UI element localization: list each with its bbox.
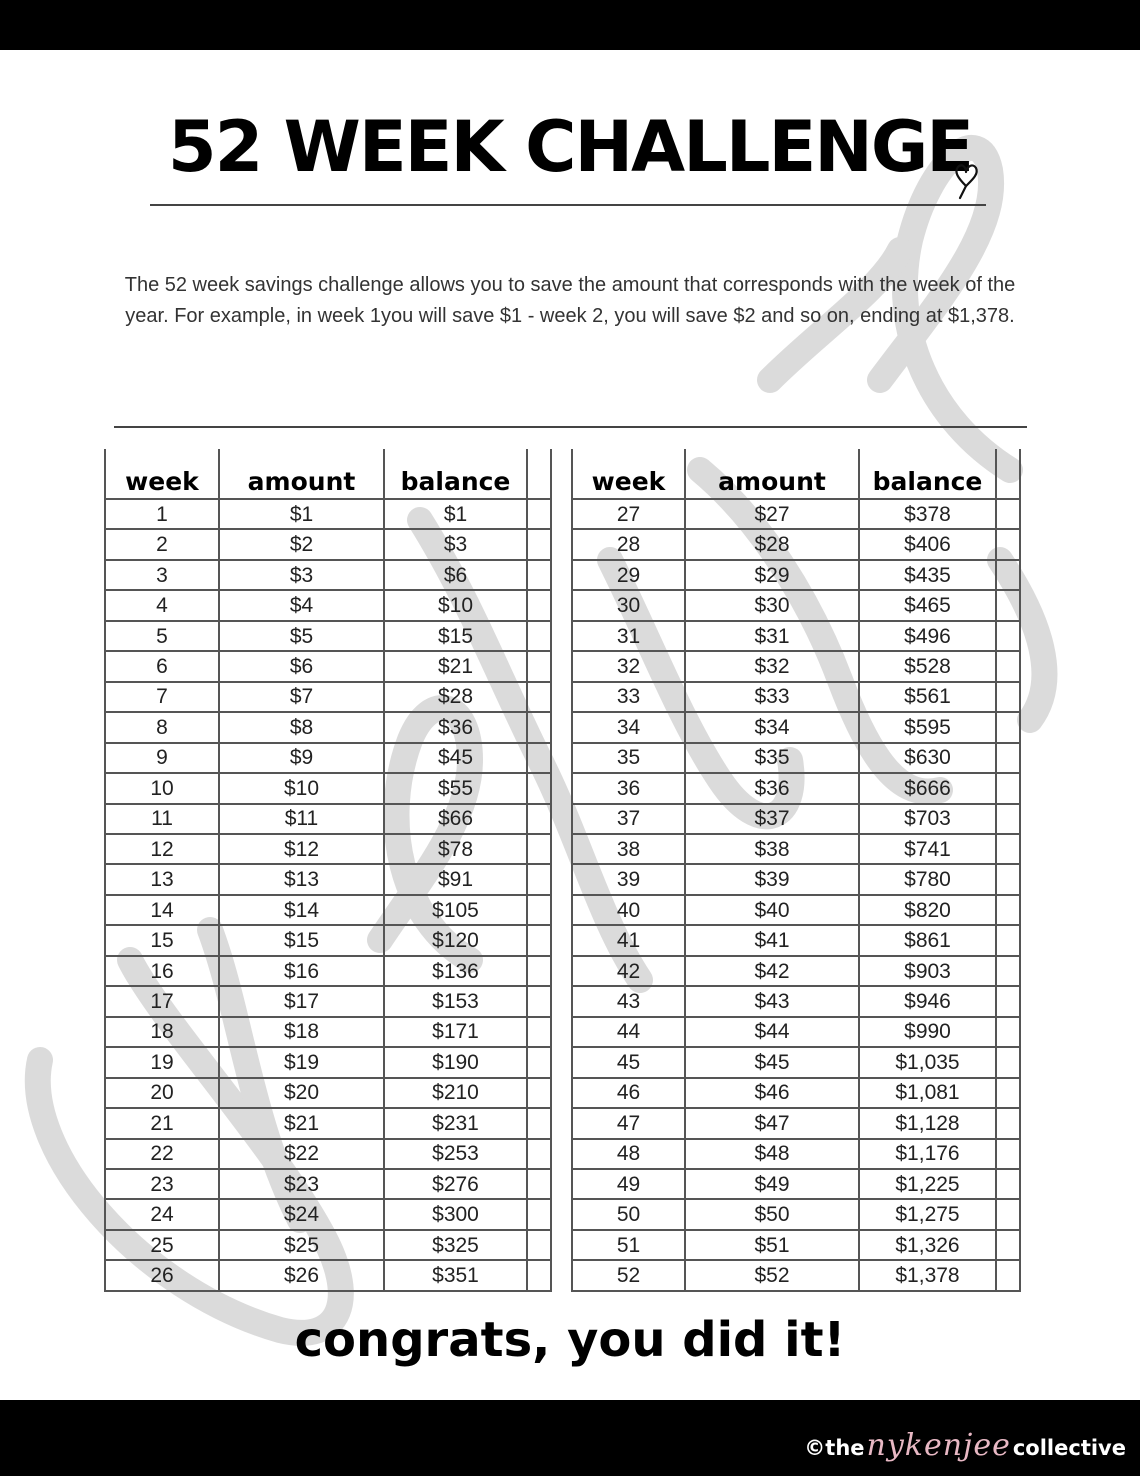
balance-cell: $1,326 (859, 1230, 996, 1260)
balance-cell: $325 (384, 1230, 527, 1260)
week-cell: 19 (105, 1047, 219, 1077)
balance-cell: $3 (384, 529, 527, 559)
week-cell: 46 (572, 1078, 685, 1108)
balance-cell: $105 (384, 895, 527, 925)
check-cell (527, 529, 551, 559)
amount-cell: $29 (685, 560, 859, 590)
table-header-row (105, 449, 551, 499)
balance-cell: $528 (859, 651, 996, 681)
check-cell (996, 590, 1020, 620)
table-row (105, 651, 551, 681)
check-cell (527, 956, 551, 986)
balance-cell: $15 (384, 621, 527, 651)
amount-cell: $9 (219, 743, 384, 773)
table-row (572, 834, 1020, 864)
table-row (105, 529, 551, 559)
brand-collective: collective (1012, 1436, 1126, 1460)
check-cell (996, 560, 1020, 590)
week-cell: 18 (105, 1017, 219, 1047)
week-cell: 14 (105, 895, 219, 925)
balance-cell: $253 (384, 1139, 527, 1169)
balance-cell: $465 (859, 590, 996, 620)
amount-cell: $6 (219, 651, 384, 681)
week-cell: 34 (572, 712, 685, 742)
amount-cell: $32 (685, 651, 859, 681)
check-cell (527, 743, 551, 773)
week-cell: 43 (572, 986, 685, 1016)
amount-cell: $25 (219, 1230, 384, 1260)
amount-cell: $45 (685, 1047, 859, 1077)
check-cell (527, 1199, 551, 1229)
balance-cell: $496 (859, 621, 996, 651)
table-row (572, 1047, 1020, 1077)
balance-cell: $45 (384, 743, 527, 773)
table-row (572, 651, 1020, 681)
table-row (105, 1108, 551, 1138)
week-cell: 21 (105, 1108, 219, 1138)
amount-cell: $31 (685, 621, 859, 651)
check-cell (527, 925, 551, 955)
table-row (105, 590, 551, 620)
table-row (105, 682, 551, 712)
amount-cell: $30 (685, 590, 859, 620)
check-cell (996, 925, 1020, 955)
amount-cell: $51 (685, 1230, 859, 1260)
check-cell (527, 1169, 551, 1199)
amount-cell: $50 (685, 1199, 859, 1229)
week-cell: 1 (105, 499, 219, 529)
amount-cell: $36 (685, 773, 859, 803)
balance-cell: $6 (384, 560, 527, 590)
balance-cell: $1,275 (859, 1199, 996, 1229)
amount-cell: $12 (219, 834, 384, 864)
balance-cell: $561 (859, 682, 996, 712)
check-cell (996, 1169, 1020, 1199)
table-row (572, 1230, 1020, 1260)
amount-cell: $1 (219, 499, 384, 529)
check-cell (996, 864, 1020, 894)
balance-cell: $190 (384, 1047, 527, 1077)
amount-cell: $34 (685, 712, 859, 742)
balance-cell: $1 (384, 499, 527, 529)
amount-cell: $11 (219, 804, 384, 834)
table-row (572, 895, 1020, 925)
column-header-check (527, 449, 551, 499)
week-cell: 44 (572, 1017, 685, 1047)
amount-cell: $19 (219, 1047, 384, 1077)
check-cell (527, 804, 551, 834)
section-divider (114, 426, 1027, 428)
week-cell: 32 (572, 651, 685, 681)
week-cell: 36 (572, 773, 685, 803)
check-cell (527, 895, 551, 925)
week-cell: 45 (572, 1047, 685, 1077)
balance-cell: $10 (384, 590, 527, 620)
balance-cell: $136 (384, 956, 527, 986)
week-cell: 40 (572, 895, 685, 925)
week-cell: 5 (105, 621, 219, 651)
check-cell (527, 864, 551, 894)
check-cell (527, 773, 551, 803)
amount-cell: $16 (219, 956, 384, 986)
week-cell: 22 (105, 1139, 219, 1169)
week-cell: 35 (572, 743, 685, 773)
check-cell (527, 1078, 551, 1108)
savings-table-weeks-1-26 (104, 449, 552, 1292)
check-cell (996, 1199, 1020, 1229)
balance-cell: $120 (384, 925, 527, 955)
amount-cell: $8 (219, 712, 384, 742)
check-cell (996, 1230, 1020, 1260)
table-row (105, 1017, 551, 1047)
amount-cell: $23 (219, 1169, 384, 1199)
balance-cell: $231 (384, 1108, 527, 1138)
table-row (105, 1199, 551, 1229)
check-cell (527, 499, 551, 529)
table-row (105, 895, 551, 925)
column-header-balance: balance (384, 449, 527, 499)
week-cell: 30 (572, 590, 685, 620)
amount-cell: $24 (219, 1199, 384, 1229)
balance-cell: $91 (384, 864, 527, 894)
check-cell (996, 529, 1020, 559)
table-header-row (572, 449, 1020, 499)
column-header-week: week (105, 449, 219, 499)
check-cell (996, 895, 1020, 925)
table-row (572, 1139, 1020, 1169)
brand-copyright: ©the (804, 1436, 865, 1460)
balance-cell: $78 (384, 834, 527, 864)
table-row (572, 925, 1020, 955)
table-row (105, 712, 551, 742)
week-cell: 49 (572, 1169, 685, 1199)
table-row (572, 804, 1020, 834)
table-row (105, 1260, 551, 1291)
week-cell: 48 (572, 1139, 685, 1169)
balance-cell: $28 (384, 682, 527, 712)
check-cell (996, 773, 1020, 803)
week-cell: 47 (572, 1108, 685, 1138)
check-cell (996, 1047, 1020, 1077)
check-cell (527, 560, 551, 590)
table-row (572, 560, 1020, 590)
week-cell: 51 (572, 1230, 685, 1260)
check-cell (527, 986, 551, 1016)
amount-cell: $10 (219, 773, 384, 803)
week-cell: 27 (572, 499, 685, 529)
balance-cell: $861 (859, 925, 996, 955)
balance-cell: $1,225 (859, 1169, 996, 1199)
congrats-message: congrats, you did it! (294, 1312, 846, 1368)
check-cell (527, 1047, 551, 1077)
amount-cell: $42 (685, 956, 859, 986)
balance-cell: $435 (859, 560, 996, 590)
amount-cell: $3 (219, 560, 384, 590)
balance-cell: $1,128 (859, 1108, 996, 1138)
table-body (105, 499, 551, 1291)
amount-cell: $18 (219, 1017, 384, 1047)
check-cell (996, 1260, 1020, 1291)
table-row (105, 621, 551, 651)
week-cell: 2 (105, 529, 219, 559)
amount-cell: $43 (685, 986, 859, 1016)
week-cell: 24 (105, 1199, 219, 1229)
check-cell (996, 834, 1020, 864)
balance-cell: $703 (859, 804, 996, 834)
week-cell: 25 (105, 1230, 219, 1260)
table-row (572, 986, 1020, 1016)
brand-script-name: nykenjee (866, 1428, 1011, 1463)
amount-cell: $33 (685, 682, 859, 712)
check-cell (996, 1078, 1020, 1108)
check-cell (996, 712, 1020, 742)
check-cell (996, 1139, 1020, 1169)
amount-cell: $21 (219, 1108, 384, 1138)
week-cell: 9 (105, 743, 219, 773)
check-cell (996, 651, 1020, 681)
heart-icon (950, 158, 984, 202)
amount-cell: $46 (685, 1078, 859, 1108)
week-cell: 29 (572, 560, 685, 590)
check-cell (996, 621, 1020, 651)
check-cell (527, 712, 551, 742)
amount-cell: $4 (219, 590, 384, 620)
balance-cell: $990 (859, 1017, 996, 1047)
check-cell (996, 1017, 1020, 1047)
check-cell (527, 834, 551, 864)
amount-cell: $40 (685, 895, 859, 925)
table-row (572, 1199, 1020, 1229)
check-cell (527, 1230, 551, 1260)
balance-cell: $171 (384, 1017, 527, 1047)
check-cell (527, 682, 551, 712)
table-row (105, 1047, 551, 1077)
week-cell: 52 (572, 1260, 685, 1291)
amount-cell: $39 (685, 864, 859, 894)
table-row (105, 864, 551, 894)
table-row (572, 1017, 1020, 1047)
table-row (572, 1108, 1020, 1138)
balance-cell: $820 (859, 895, 996, 925)
amount-cell: $22 (219, 1139, 384, 1169)
balance-cell: $378 (859, 499, 996, 529)
week-cell: 10 (105, 773, 219, 803)
title-underline (150, 204, 986, 206)
amount-cell: $17 (219, 986, 384, 1016)
week-cell: 39 (572, 864, 685, 894)
balance-cell: $276 (384, 1169, 527, 1199)
balance-cell: $406 (859, 529, 996, 559)
balance-cell: $1,378 (859, 1260, 996, 1291)
check-cell (527, 590, 551, 620)
check-cell (996, 986, 1020, 1016)
amount-cell: $48 (685, 1139, 859, 1169)
table-row (105, 956, 551, 986)
check-cell (527, 1017, 551, 1047)
week-cell: 50 (572, 1199, 685, 1229)
amount-cell: $38 (685, 834, 859, 864)
amount-cell: $52 (685, 1260, 859, 1291)
column-header-week: week (572, 449, 685, 499)
amount-cell: $7 (219, 682, 384, 712)
balance-cell: $666 (859, 773, 996, 803)
week-cell: 23 (105, 1169, 219, 1199)
week-cell: 38 (572, 834, 685, 864)
balance-cell: $1,081 (859, 1078, 996, 1108)
table-row (105, 1169, 551, 1199)
balance-cell: $300 (384, 1199, 527, 1229)
table-row (105, 743, 551, 773)
amount-cell: $49 (685, 1169, 859, 1199)
table-row (572, 773, 1020, 803)
week-cell: 17 (105, 986, 219, 1016)
balance-cell: $153 (384, 986, 527, 1016)
week-cell: 16 (105, 956, 219, 986)
table-row (572, 529, 1020, 559)
table-row (105, 925, 551, 955)
week-cell: 6 (105, 651, 219, 681)
amount-cell: $41 (685, 925, 859, 955)
table-row (572, 1078, 1020, 1108)
balance-cell: $946 (859, 986, 996, 1016)
week-cell: 41 (572, 925, 685, 955)
check-cell (996, 682, 1020, 712)
table-row (105, 804, 551, 834)
week-cell: 26 (105, 1260, 219, 1291)
table-body (572, 499, 1020, 1291)
week-cell: 20 (105, 1078, 219, 1108)
week-cell: 37 (572, 804, 685, 834)
table-row (105, 1139, 551, 1169)
column-header-amount: amount (219, 449, 384, 499)
check-cell (996, 743, 1020, 773)
table-row (105, 986, 551, 1016)
table-row (105, 1078, 551, 1108)
table-row (572, 621, 1020, 651)
page-title: 52 WEEK CHALLENGE (167, 106, 973, 188)
amount-cell: $2 (219, 529, 384, 559)
amount-cell: $15 (219, 925, 384, 955)
intro-paragraph: The 52 week savings challenge allows you to save the amount that corresponds with the week of the year. For example, in week 1you will save $1 - week 2, you will save $2 and so on, ending at $1,378. (124, 274, 1016, 327)
check-cell (996, 956, 1020, 986)
balance-cell: $210 (384, 1078, 527, 1108)
amount-cell: $14 (219, 895, 384, 925)
amount-cell: $5 (219, 621, 384, 651)
balance-cell: $595 (859, 712, 996, 742)
table-row (572, 864, 1020, 894)
column-header-amount: amount (685, 449, 859, 499)
table-row (572, 956, 1020, 986)
table-row (572, 499, 1020, 529)
check-cell (527, 651, 551, 681)
amount-cell: $37 (685, 804, 859, 834)
check-cell (996, 499, 1020, 529)
week-cell: 13 (105, 864, 219, 894)
column-header-check (996, 449, 1020, 499)
table-row (572, 712, 1020, 742)
balance-cell: $630 (859, 743, 996, 773)
check-cell (527, 1139, 551, 1169)
table-row (105, 773, 551, 803)
check-cell (527, 621, 551, 651)
table-row (572, 1169, 1020, 1199)
balance-cell: $66 (384, 804, 527, 834)
week-cell: 28 (572, 529, 685, 559)
balance-cell: $741 (859, 834, 996, 864)
week-cell: 11 (105, 804, 219, 834)
week-cell: 15 (105, 925, 219, 955)
savings-table-weeks-27-52 (571, 449, 1021, 1292)
week-cell: 3 (105, 560, 219, 590)
amount-cell: $13 (219, 864, 384, 894)
amount-cell: $26 (219, 1260, 384, 1291)
week-cell: 31 (572, 621, 685, 651)
balance-cell: $351 (384, 1260, 527, 1291)
table-row (572, 743, 1020, 773)
table-row (105, 1230, 551, 1260)
check-cell (996, 804, 1020, 834)
balance-cell: $1,176 (859, 1139, 996, 1169)
amount-cell: $27 (685, 499, 859, 529)
brand-logo (804, 1428, 1126, 1468)
column-header-balance: balance (859, 449, 996, 499)
balance-cell: $36 (384, 712, 527, 742)
week-cell: 33 (572, 682, 685, 712)
table-row (105, 499, 551, 529)
table-row (572, 590, 1020, 620)
week-cell: 8 (105, 712, 219, 742)
balance-cell: $1,035 (859, 1047, 996, 1077)
week-cell: 4 (105, 590, 219, 620)
table-row (572, 682, 1020, 712)
amount-cell: $47 (685, 1108, 859, 1138)
check-cell (527, 1108, 551, 1138)
check-cell (996, 1108, 1020, 1138)
table-row (572, 1260, 1020, 1291)
amount-cell: $44 (685, 1017, 859, 1047)
balance-cell: $903 (859, 956, 996, 986)
week-cell: 7 (105, 682, 219, 712)
balance-cell: $55 (384, 773, 527, 803)
week-cell: 42 (572, 956, 685, 986)
amount-cell: $20 (219, 1078, 384, 1108)
balance-cell: $780 (859, 864, 996, 894)
week-cell: 12 (105, 834, 219, 864)
check-cell (527, 1260, 551, 1291)
balance-cell: $21 (384, 651, 527, 681)
table-row (105, 560, 551, 590)
amount-cell: $28 (685, 529, 859, 559)
amount-cell: $35 (685, 743, 859, 773)
top-bar (0, 0, 1140, 50)
table-row (105, 834, 551, 864)
